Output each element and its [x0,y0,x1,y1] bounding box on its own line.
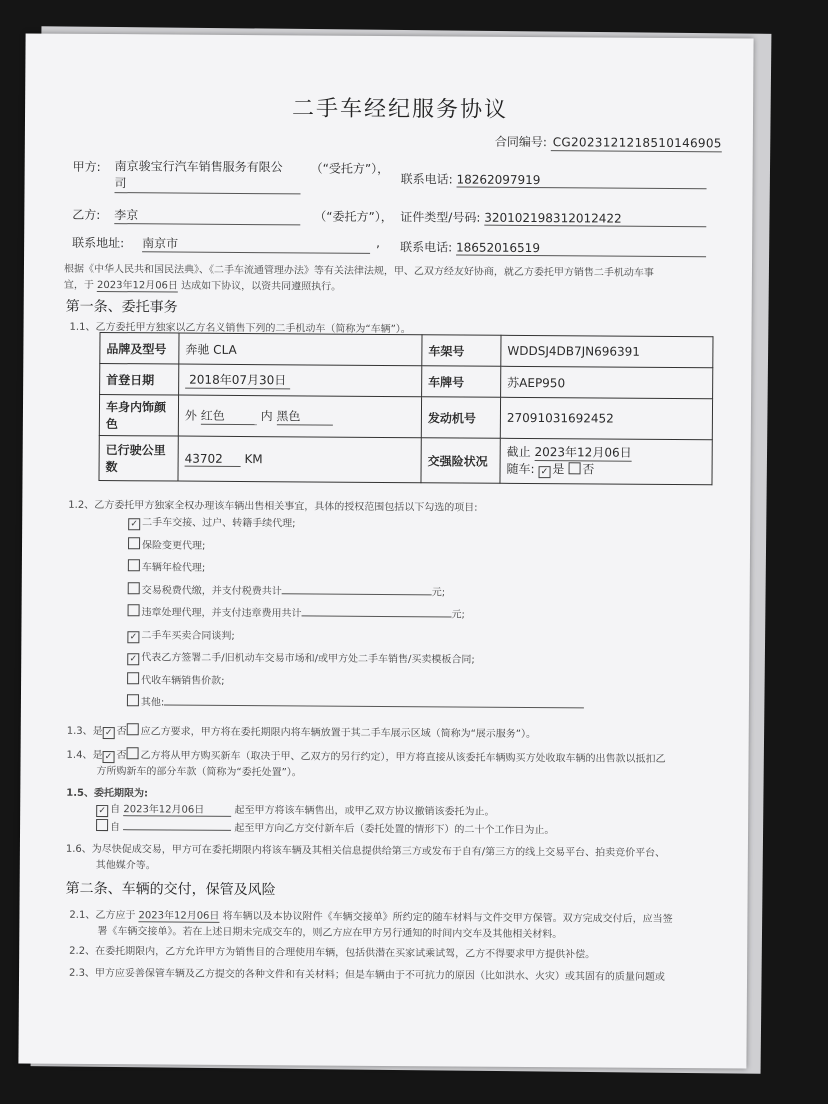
preamble-line-2: 宜，于 2023年12月06日 达成如下协议，以资共同遵照执行。 [64,276,341,294]
option-item: 其他: [127,692,585,718]
clause-1-6-cont: 其他媒介等。 [95,859,156,872]
table-row: 品牌及型号 奔驰 CLA 车架号 WDDSJ4DB7JN696391 [100,332,713,367]
table-row: 首登日期 2018年07月30日 车牌号 苏AEP950 [100,363,713,398]
option-checkbox[interactable] [128,559,140,571]
clause-1-2: 1.2、乙方委托甲方独家全权办理该车辆出售相关事宜，具体的授权范围包括以下勾选的项目: [68,499,478,514]
party-b-address: 南京市 [142,234,370,254]
party-a-label: 甲方: [72,159,101,174]
clause-1-4: 1.4、是 ✓ 否 乙方将从甲方购买新车（取决于甲、乙双方的另行约定），甲方将直接从该委托车辆购买方处收取车辆的出售款以抵扣乙 [67,746,666,767]
clause-1-4-no-checkbox[interactable] [126,747,138,759]
option-item: 交易税费代缴，并支付税费共计 元; [128,580,586,606]
clause-2-1-cont: 署《车辆交接单》。若在上述日期未完成交车的，则乙方应在甲方另行通知的时间内交车及其他相关材料。 [97,925,563,941]
insurance-yes-checkbox[interactable]: ✓ [538,466,550,478]
table-row: 已行驶公里数 43702 KM 交强险状况 截止 2023年12月06日 随车: ✓ 是 否 [99,435,712,484]
party-a-name: 南京骏宝行汽车销售服务有限公 司 [114,158,300,194]
clause-2-2: 2.2、在委托期限内，乙方允许甲方为销售目的合理使用车辆，包括供潜在买家试乘试驾，乙方不得要求甲方提供补偿。 [69,945,596,961]
table-row: 车身内饰颜色 外 红色 内 黑色 发动机号 27091031692452 [99,394,712,439]
clause-2-1: 2.1、乙方应于 2023年12月06日 将车辆以及本协议附件《车辆交接单》所约定的随车材料与文件交甲方保管。双方完成交付后，应当签 [69,906,672,926]
option-item: ✓ 二手车交接、过户、转籍手续代理; [128,512,586,538]
party-b-address-label: 联系地址: [72,235,125,251]
option-checkbox[interactable] [128,537,140,549]
clause-1-4-cont: 方所购新车的部分车款（简称为“委托处置”）。 [96,765,302,779]
party-a-role: （“受托方”）， [310,161,390,177]
preamble-line-1: 根据《中华人民共和国民法典》、《二手车流通管理办法》等有关法律法规，甲、乙双方经友好协商，就乙方委托甲方销售二手机动车事 [63,263,654,279]
party-b-id: 证件类型/号码: 320102198312012422 [400,208,706,227]
section-2-heading: 第二条、车辆的交付，保管及风险 [65,880,276,899]
contract-document: 二手车经纪服务协议 合同编号: CG2023121218510146905 甲方: 南京骏宝行汽车销售服务有限公 司 （“受托方”）， 联系电话: 18262097919 乙方: 李京 （“委托方”）， 证件类型/号码: 320102198312012422 联系地址: 南京市 , 联系电话: 18652016519 根据《中华人民共和国民法典》、《二手车流通管理办法》等有关法律法规，甲、乙双方经友好协商，就乙方委托甲方销售二手机动车事 宜，于 2023年12月06日 达成如下协议，以资共同遵照执行。 第一条、委托事务 1.1、乙方委托甲方独家以乙方名义销售下列的二手机动车（简称为“车辆”）。 品牌及型号 奔驰 CLA 车架号 WDDSJ4DB7JN696391 首登日期 2018年07月30日 车牌号 苏AEP950 车身内饰颜色 外 红色 内 黑色 发动机号 27091031692452 已行驶公里数 43702 KM 交强险状况 截止 2023年12月06日 随车: ✓ 是 否 1.2、乙方委托甲方独家全权办理该车辆出售相关事宜，具体的授权范围包括以下勾选的项目: ✓ 二手车交接、过户、转籍手续代理; 保险变更代理; 车辆年检代理; 交易税费代缴，并支付税费共计 元; 违章处理代理，并支付违章费用共计 元; ✓ 二手车买卖合同谈判; ✓ 代表乙方签署二手/旧机动车交易市场和/或甲方处二手车销售/买卖模板合同; 代收车辆销售价款; 其他: 1.3、是 ✓ 否 应乙方要求，甲方将在委托期限内将车辆放置于其二手车展示区域（简称为“展示服务”）。 1.4、是 ✓ 否 乙方将从甲方购买新车（取决于甲、乙双方的另行约定），甲方将直接从该委托车辆购买方处收取车辆的出售款以抵扣乙 方所购新车的部分车款（简称为“委托处置”）。 1.5、委托期限为: ✓ 自 2023年12月06日 起至甲方将该车辆售出，或甲乙双方协议撤销该委托为止。 自 起至甲方向乙方交付新车后（委托处置的情形下）的二十个工作日为止。 1.6、为尽快促成交易，甲方可在委托期限内将该车辆及其相关信息提供给第三方或发布于自有/第三方的线上交易平台、拍卖竞价平台、 其他媒介等。 第二条、车辆的交付，保管及风险 2.1、乙方应于 2023年12月06日 将车辆以及本协议附件《车辆交接单》所约定的随车材料与文件交甲方保管。双方完成交付后，应当签 署《车辆交接单》。若在上述日期未完成交车的，则乙方应在甲方另行通知的时间内交车及其他相关材料。 2.2、在委托期限内，乙方允许甲方为销售目的合理使用车辆，包括供潜在买家试乘试驾，乙方不得要求甲方提供补偿。 2.3、甲方应妥善保管车辆及乙方提交的各种文件和有关材料；但是车辆由于不可抗力的原因（比如洪水、火灾）或其固有的质量问题或 [18,33,753,1068]
clause-2-3: 2.3、甲方应妥善保管车辆及乙方提交的各种文件和有关材料；但是车辆由于不可抗力的原因（比如洪水、火灾）或其固有的质量问题或 [69,967,665,983]
option-checkbox[interactable]: ✓ [127,631,139,643]
party-a-phone: 联系电话: 18262097919 [401,170,707,189]
option-item: ✓ 二手车买卖合同谈判; [127,625,585,651]
insurance-no-checkbox[interactable] [568,462,580,474]
option-checkbox[interactable] [127,672,139,684]
clause-1-6: 1.6、为尽快促成交易，甲方可在委托期限内将该车辆及其相关信息提供给第三方或发布于自有/第三方的线上交易平台、拍卖竞价平台、 [65,843,666,859]
clause-1-5-option-1: ✓ 自 2023年12月06日 起至甲方将该车辆售出，或甲乙双方协议撤销该委托为止。 [96,800,494,820]
vehicle-table [98,332,713,485]
authorization-options [127,512,586,718]
party-b-phone: 联系电话: 18652016519 [400,238,706,257]
party-b-name: 李京 [114,206,300,225]
option-checkbox[interactable]: ✓ [127,653,139,665]
clause-1-4-yes-checkbox[interactable]: ✓ [102,751,114,763]
term-option-1-checkbox[interactable]: ✓ [96,805,108,817]
clause-1-3-yes-checkbox[interactable]: ✓ [103,727,115,739]
clause-1-5-option-2: 自 起至甲方向乙方交付新车后（委托处置的情形下）的二十个工作日为止。 [96,818,554,836]
option-checkbox[interactable]: ✓ [128,518,140,530]
party-b-role: （“委托方”）， [314,209,393,225]
option-item: ✓ 代表乙方签署二手/旧机动车交易市场和/或甲方处二手车销售/买卖模板合同; [127,647,585,673]
clause-1-3-no-checkbox[interactable] [127,723,139,735]
option-item: 车辆年检代理; [128,557,586,583]
option-checkbox[interactable] [127,694,139,706]
party-b-label: 乙方: [72,207,101,222]
clause-1-5-title: 1.5、委托期限为: [66,787,149,800]
option-item: 代收车辆销售价款; [127,670,585,696]
section-1-heading: 第一条、委托事务 [65,298,178,316]
term-option-2-checkbox[interactable] [96,819,108,831]
clause-1-1: 1.1、乙方委托甲方独家以乙方名义销售下列的二手机动车（简称为“车辆”）。 [69,321,411,336]
contract-number: 合同编号: CG2023121218510146905 [494,134,722,151]
option-item: 违章处理代理，并支付违章费用共计 元; [127,602,585,628]
option-checkbox[interactable] [128,604,140,616]
option-item: 保险变更代理; [128,535,586,561]
page-title: 二手车经纪服务协议 [291,96,509,123]
option-checkbox[interactable] [128,582,140,594]
clause-1-3: 1.3、是 ✓ 否 应乙方要求，甲方将在委托期限内将车辆放置于其二手车展示区域（简称为“展示服务”）。 [67,722,536,742]
